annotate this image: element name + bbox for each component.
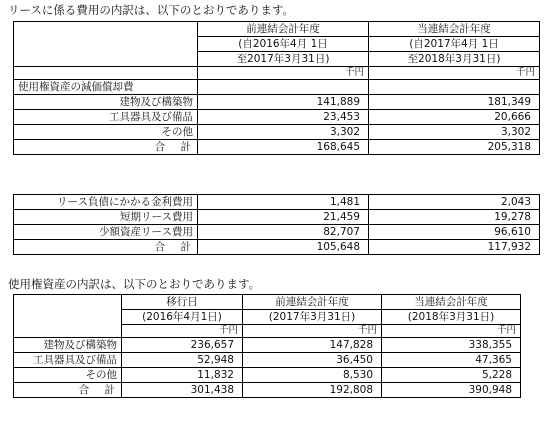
unit-label: 千円 [122,325,243,338]
value-curr: 5,228 [382,368,521,383]
intro-right-of-use-assets: 使用権資産の内訳は、以下のとおりであります。 [8,277,261,291]
value-curr: 181,349 [369,95,540,110]
row-label: その他 [14,125,198,140]
empty-cell [198,80,369,95]
header-curr-to: 至2018年3月31日) [369,52,540,67]
total-prev: 105,648 [198,240,369,255]
row-label: その他 [14,368,122,383]
header-prev-date: (2017年3月31日) [243,310,382,325]
value-prev: 23,453 [198,110,369,125]
row-label: 工具器具及び備品 [14,110,198,125]
value-prev: 147,828 [243,338,382,353]
value-prev: 82,707 [198,225,369,240]
value-prev: 8,530 [243,368,382,383]
header-curr-title: 当連結会計年度 [382,295,521,310]
row-label: リース負債にかかる金利費用 [14,195,198,210]
unit-label: 千円 [198,67,369,80]
table-row [14,225,540,240]
value-transition: 236,657 [122,338,243,353]
section-label: 使用権資産の減価償却費 [14,80,198,95]
header-row [14,22,540,37]
row-label: 建物及び構築物 [14,338,122,353]
header-blank [14,22,198,67]
total-curr: 390,948 [382,383,521,398]
header-curr-date: (2018年3月31日) [382,310,521,325]
unit-row-blank [14,67,198,80]
value-curr: 3,302 [369,125,540,140]
header-prev-title: 前連結会計年度 [198,22,369,37]
total-curr: 205,318 [369,140,540,155]
total-curr: 117,932 [369,240,540,255]
total-label: 合 計 [14,240,198,255]
header-prev-to: 至2017年3月31日) [198,52,369,67]
header-transition-title: 移行日 [122,295,243,310]
table-row [14,210,540,225]
value-curr: 20,666 [369,110,540,125]
intro-lease-expenses: リースに係る費用の内訳は、以下のとおりであります。 [8,3,295,17]
table-row [14,95,540,110]
empty-cell [369,80,540,95]
table-row [14,368,521,383]
header-blank [14,295,122,338]
value-curr: 19,278 [369,210,540,225]
right-of-use-asset-table [13,294,521,398]
row-label: 工具器具及び備品 [14,353,122,368]
lease-other-expense-table [13,194,540,255]
value-curr: 96,610 [369,225,540,240]
header-row [14,295,521,310]
value-curr: 2,043 [369,195,540,210]
table-row [14,353,521,368]
row-label: 少額資産リース費用 [14,225,198,240]
value-prev: 36,450 [243,353,382,368]
total-transition: 301,438 [122,383,243,398]
table-row [14,110,540,125]
header-curr-from: (自2017年4月 1日 [369,37,540,52]
table-row [14,125,540,140]
value-transition: 52,948 [122,353,243,368]
row-label: 建物及び構築物 [14,95,198,110]
total-prev: 168,645 [198,140,369,155]
unit-label: 千円 [243,325,382,338]
value-curr: 338,355 [382,338,521,353]
header-curr-title: 当連結会計年度 [369,22,540,37]
unit-label: 千円 [369,67,540,80]
table-row [14,338,521,353]
value-transition: 11,832 [122,368,243,383]
value-prev: 141,889 [198,95,369,110]
header-transition-date: (2016年4月1日) [122,310,243,325]
total-prev: 192,808 [243,383,382,398]
total-row [14,140,540,155]
total-label: 合 計 [14,383,122,398]
total-label: 合 計 [14,140,198,155]
unit-label: 千円 [382,325,521,338]
total-row [14,383,521,398]
value-prev: 1,481 [198,195,369,210]
value-prev: 3,302 [198,125,369,140]
header-prev-title: 前連結会計年度 [243,295,382,310]
lease-expense-table [13,21,540,155]
table-row [14,195,540,210]
header-prev-from: (自2016年4月 1日 [198,37,369,52]
value-prev: 21,459 [198,210,369,225]
total-row [14,240,540,255]
value-curr: 47,365 [382,353,521,368]
row-label: 短期リース費用 [14,210,198,225]
